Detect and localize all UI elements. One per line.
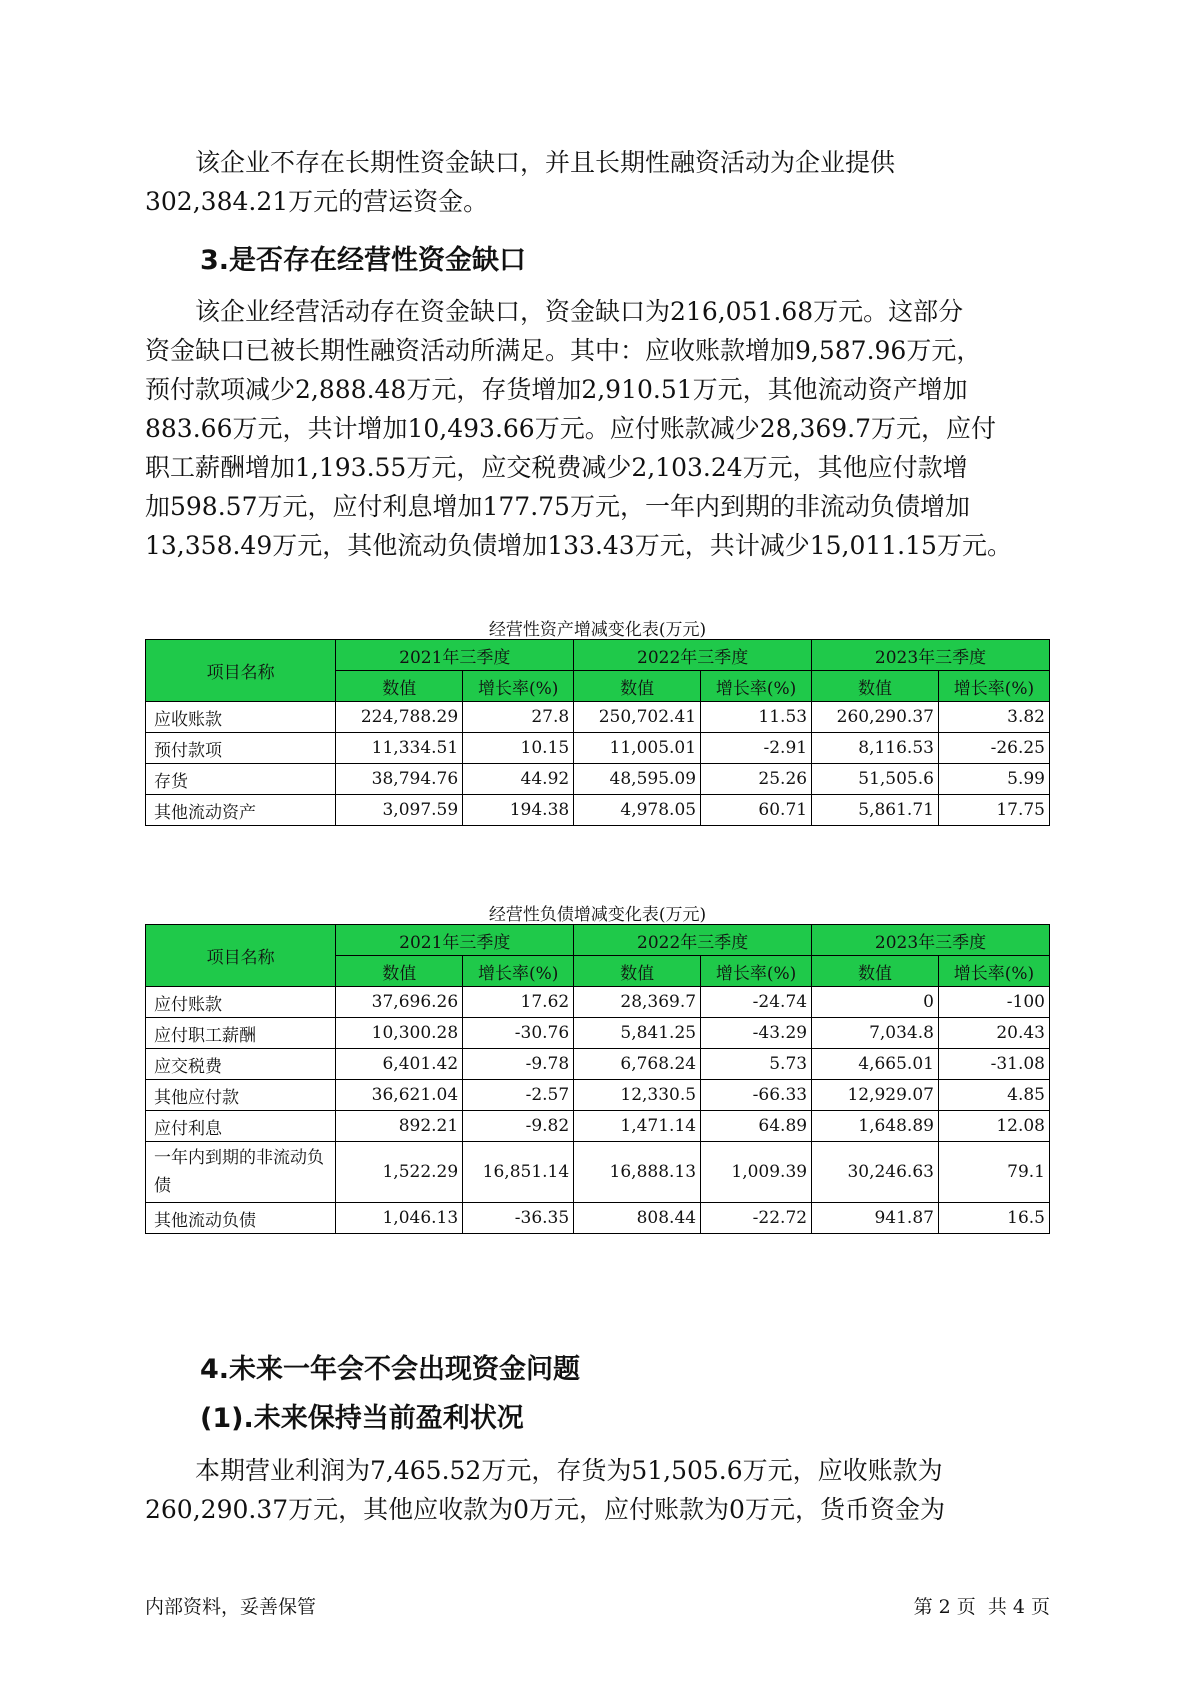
text-line: 13,358.49万元，其他流动负债增加133.43万元，共计减少15,011.15万元。 xyxy=(145,531,1012,560)
text-line: 职工薪酬增加1,193.55万元，应交税费减少2,103.24万元，其他应付款增 xyxy=(145,453,968,482)
column-header-value: 数值 xyxy=(574,671,701,702)
column-header-value: 数值 xyxy=(336,671,463,702)
cell-value: 260,290.37 xyxy=(812,702,939,733)
column-header-value: 数值 xyxy=(812,671,939,702)
table-row xyxy=(146,702,1050,733)
table-caption-liabilities: 经营性负债增减变化表(万元) xyxy=(488,905,707,925)
cell-growth: -30.76 xyxy=(463,1018,574,1049)
text-line: 302,384.21万元的营运资金。 xyxy=(145,187,489,216)
column-header-growth: 增长率(%) xyxy=(938,956,1049,987)
footer-confidential-note: 内部资料，妥善保管 xyxy=(145,1596,317,1618)
paragraph-long-term-gap xyxy=(145,143,1045,221)
cell-growth: -9.82 xyxy=(463,1111,574,1142)
column-header-growth: 增长率(%) xyxy=(701,956,812,987)
cell-value: 12,330.5 xyxy=(574,1080,701,1111)
column-header-period: 2021年三季度 xyxy=(336,640,574,671)
cell-growth: 16.5 xyxy=(938,1203,1049,1234)
cell-value: 5,861.71 xyxy=(812,795,939,826)
cell-growth: 17.62 xyxy=(463,987,574,1018)
table-row xyxy=(146,795,1050,826)
cell-growth: 25.26 xyxy=(701,764,812,795)
row-label: 预付款项 xyxy=(146,733,336,764)
cell-value: 12,929.07 xyxy=(812,1080,939,1111)
cell-growth: -43.29 xyxy=(701,1018,812,1049)
cell-growth: -24.74 xyxy=(701,987,812,1018)
cell-value: 7,034.8 xyxy=(812,1018,939,1049)
cell-value: 30,246.63 xyxy=(812,1142,939,1203)
section-heading-4: 4.未来一年会不会出现资金问题 xyxy=(200,1354,581,1385)
cell-value: 28,369.7 xyxy=(574,987,701,1018)
cell-growth: 1,009.39 xyxy=(701,1142,812,1203)
table-row xyxy=(146,733,1050,764)
cell-value: 1,522.29 xyxy=(336,1142,463,1203)
table-caption-assets: 经营性资产增减变化表(万元) xyxy=(488,620,707,640)
cell-growth: -9.78 xyxy=(463,1049,574,1080)
cell-growth: -26.25 xyxy=(938,733,1049,764)
column-header-period: 2022年三季度 xyxy=(574,925,812,956)
cell-growth: -100 xyxy=(938,987,1049,1018)
cell-growth: 5.73 xyxy=(701,1049,812,1080)
table-operating-liabilities xyxy=(145,924,1050,1234)
cell-value: 6,768.24 xyxy=(574,1049,701,1080)
cell-value: 224,788.29 xyxy=(336,702,463,733)
cell-growth: 20.43 xyxy=(938,1018,1049,1049)
column-header-period: 2021年三季度 xyxy=(336,925,574,956)
cell-value: 941.87 xyxy=(812,1203,939,1234)
cell-growth: 4.85 xyxy=(938,1080,1049,1111)
cell-value: 250,702.41 xyxy=(574,702,701,733)
cell-growth: 44.92 xyxy=(463,764,574,795)
column-header-value: 数值 xyxy=(336,956,463,987)
text-line: 该企业不存在长期性资金缺口，并且长期性融资活动为企业提供 xyxy=(195,148,896,177)
table-row xyxy=(146,1080,1050,1111)
cell-value: 6,401.42 xyxy=(336,1049,463,1080)
cell-growth: 3.82 xyxy=(938,702,1049,733)
row-label: 其他流动资产 xyxy=(146,795,336,826)
cell-growth: 17.75 xyxy=(938,795,1049,826)
column-header-growth: 增长率(%) xyxy=(938,671,1049,702)
cell-value: 10,300.28 xyxy=(336,1018,463,1049)
cell-value: 37,696.26 xyxy=(336,987,463,1018)
column-header-period: 2023年三季度 xyxy=(812,640,1050,671)
cell-value: 11,005.01 xyxy=(574,733,701,764)
cell-growth: 64.89 xyxy=(701,1111,812,1142)
cell-value: 8,116.53 xyxy=(812,733,939,764)
row-label: 存货 xyxy=(146,764,336,795)
text-line: 资金缺口已被长期性融资活动所满足。其中：应收账款增加9,587.96万元， xyxy=(145,336,982,365)
table-row xyxy=(146,1142,1050,1203)
paragraph-profit-status xyxy=(145,1451,1045,1529)
column-header-period: 2023年三季度 xyxy=(812,925,1050,956)
cell-growth: 79.1 xyxy=(938,1142,1049,1203)
column-header-growth: 增长率(%) xyxy=(701,671,812,702)
row-label: 应付职工薪酬 xyxy=(146,1018,336,1049)
cell-value: 4,978.05 xyxy=(574,795,701,826)
cell-growth: -2.57 xyxy=(463,1080,574,1111)
row-label: 其他流动负债 xyxy=(146,1203,336,1234)
footer-page-number: 第 2 页 共 4 页 xyxy=(913,1596,1050,1618)
cell-value: 16,888.13 xyxy=(574,1142,701,1203)
cell-growth: 27.8 xyxy=(463,702,574,733)
cell-value: 1,471.14 xyxy=(574,1111,701,1142)
cell-value: 3,097.59 xyxy=(336,795,463,826)
cell-value: 1,648.89 xyxy=(812,1111,939,1142)
text-line: 本期营业利润为7,465.52万元，存货为51,505.6万元，应收账款为 xyxy=(195,1456,943,1485)
paragraph-operating-gap xyxy=(145,292,1045,565)
table-row xyxy=(146,1018,1050,1049)
cell-value: 1,046.13 xyxy=(336,1203,463,1234)
cell-value: 51,505.6 xyxy=(812,764,939,795)
cell-growth: -66.33 xyxy=(701,1080,812,1111)
text-line: 加598.57万元，应付利息增加177.75万元，一年内到期的非流动负债增加 xyxy=(145,492,970,521)
cell-growth: 10.15 xyxy=(463,733,574,764)
cell-growth: -22.72 xyxy=(701,1203,812,1234)
text-line: 该企业经营活动存在资金缺口，资金缺口为216,051.68万元。这部分 xyxy=(195,297,964,326)
section-heading-3: 3.是否存在经营性资金缺口 xyxy=(200,245,527,276)
cell-value: 38,794.76 xyxy=(336,764,463,795)
row-label: 应交税费 xyxy=(146,1049,336,1080)
row-label: 一年内到期的非流动负债 xyxy=(146,1142,336,1203)
column-header-value: 数值 xyxy=(812,956,939,987)
column-header-value: 数值 xyxy=(574,956,701,987)
column-header-growth: 增长率(%) xyxy=(463,956,574,987)
table-row xyxy=(146,987,1050,1018)
table-operating-assets xyxy=(145,639,1050,826)
column-header-period: 2022年三季度 xyxy=(574,640,812,671)
cell-value: 892.21 xyxy=(336,1111,463,1142)
cell-growth: -36.35 xyxy=(463,1203,574,1234)
row-label: 其他应付款 xyxy=(146,1080,336,1111)
cell-value: 11,334.51 xyxy=(336,733,463,764)
text-line: 260,290.37万元，其他应收款为0万元，应付账款为0万元，货币资金为 xyxy=(145,1495,945,1524)
table-row xyxy=(146,764,1050,795)
row-label: 应付利息 xyxy=(146,1111,336,1142)
cell-growth: 194.38 xyxy=(463,795,574,826)
table-header-row xyxy=(146,640,1050,671)
cell-value: 36,621.04 xyxy=(336,1080,463,1111)
cell-value: 5,841.25 xyxy=(574,1018,701,1049)
cell-value: 4,665.01 xyxy=(812,1049,939,1080)
cell-value: 0 xyxy=(812,987,939,1018)
cell-growth: 60.71 xyxy=(701,795,812,826)
cell-growth: 12.08 xyxy=(938,1111,1049,1142)
row-label: 应收账款 xyxy=(146,702,336,733)
cell-growth: 11.53 xyxy=(701,702,812,733)
table-row xyxy=(146,1203,1050,1234)
table-row xyxy=(146,1049,1050,1080)
cell-growth: -2.91 xyxy=(701,733,812,764)
cell-growth: 5.99 xyxy=(938,764,1049,795)
text-line: 预付款项减少2,888.48万元，存货增加2,910.51万元，其他流动资产增加 xyxy=(145,375,968,404)
cell-growth: 16,851.14 xyxy=(463,1142,574,1203)
column-header-item: 项目名称 xyxy=(146,640,336,702)
column-header-growth: 增长率(%) xyxy=(463,671,574,702)
cell-growth: -31.08 xyxy=(938,1049,1049,1080)
cell-value: 48,595.09 xyxy=(574,764,701,795)
subsection-heading-4-1: (1).未来保持当前盈利状况 xyxy=(200,1403,524,1434)
text-line: 883.66万元，共计增加10,493.66万元。应付账款减少28,369.7万元，应付 xyxy=(145,414,997,443)
table-header-row xyxy=(146,925,1050,956)
table-row xyxy=(146,1111,1050,1142)
row-label: 应付账款 xyxy=(146,987,336,1018)
column-header-item: 项目名称 xyxy=(146,925,336,987)
cell-value: 808.44 xyxy=(574,1203,701,1234)
